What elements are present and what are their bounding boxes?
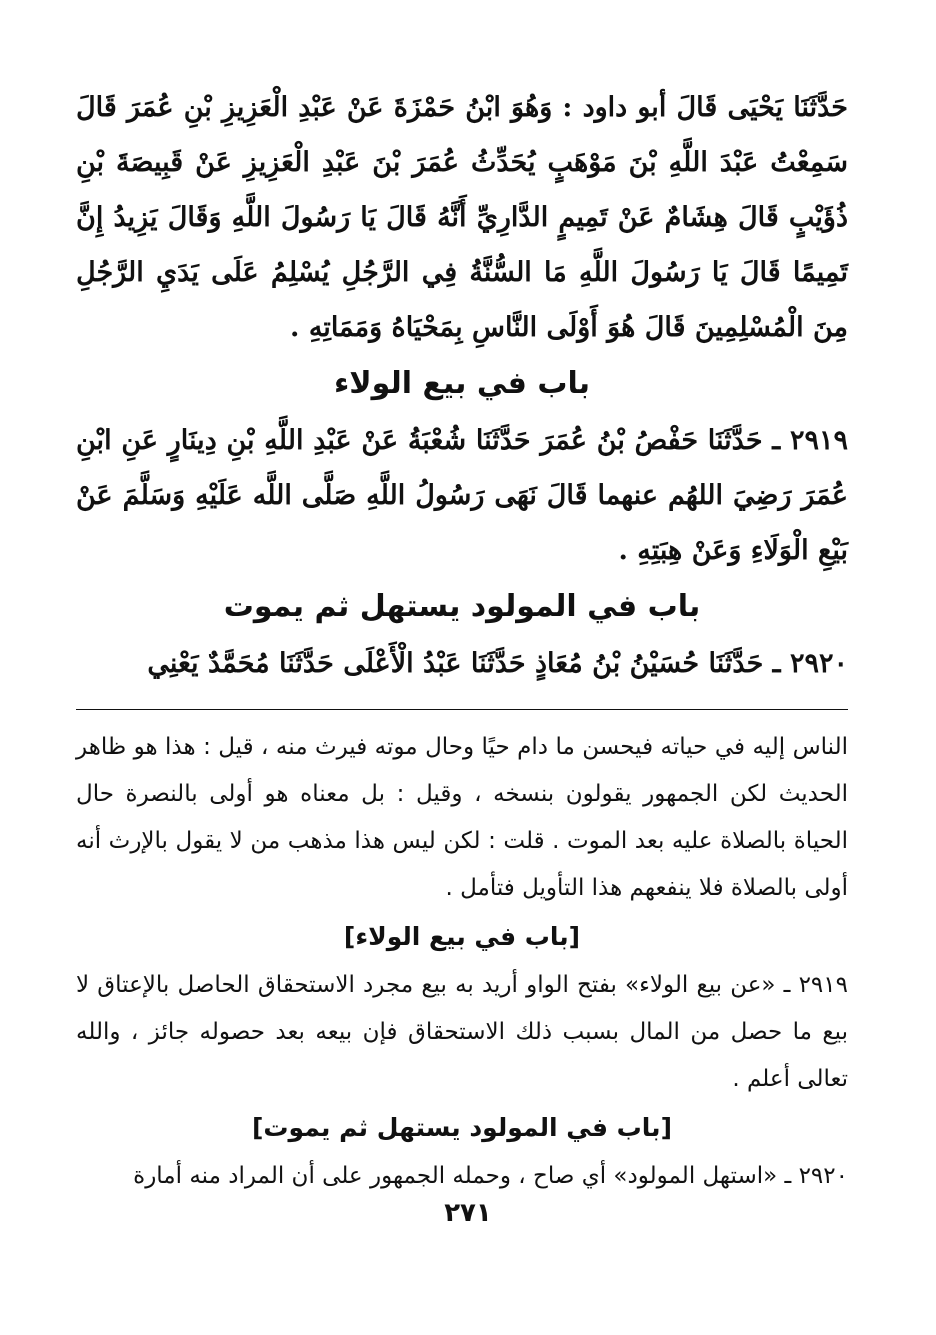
page-number: ٢٧١	[444, 1198, 492, 1228]
hadith-text-section	[76, 80, 848, 691]
commentary-paragraph: الناس إليه في حياته فيحسن ما دام حيًا وحال موته فيرث منه ، قيل : هذا هو ظاهر الحديث لكن الجمهور يقولون بنسخه ، وقيل : بل معناه هو أولى بالنصرة حال الحياة بالصلاة عليه بعد الموت . قلت : لكن ليس هذا مذهب من لا يقول بالإرث أنه أولى بالصلاة فلا ينفعهم هذا التأويل فتأمل .	[76, 734, 848, 901]
hadith-paragraph: حَدَّثَنَا يَحْيَى قَالَ أبو داود : وَهُوَ ابْنُ حَمْزَةَ عَنْ عَبْدِ الْعَزِيزِ بْنِ عُمَرَ قَالَ سَمِعْتُ عَبْدَ اللَّهِ بْنَ مَوْهَبٍ يُحَدِّثُ عُمَرَ بْنَ عَبْدِ الْعَزِيزِ عَنْ قَبِيصَةَ بْنِ ذُؤَيْبٍ قَالَ هِشَامٌ عَنْ تَمِيمٍ الدَّارِيِّ أَنَّهُ قَالَ يَا رَسُولَ اللَّهِ وَقَالَ يَزِيدُ إِنَّ تَمِيمًا قَالَ يَا رَسُولَ اللَّهِ مَا السُّنَّةُ فِي الرَّجُلِ يُسْلِمُ عَلَى يَدَيِ الرَّجُلِ مِنَ الْمُسْلِمِينَ قَالَ هُوَ أَوْلَى النَّاسِ بِمَحْيَاهُ وَمَمَاتِهِ .	[76, 92, 848, 343]
commentary-paragraph: ٢٩٢٠ ـ «استهل المولود» أي صاح ، وحمله الجمهور على أن المراد منه أمارة	[133, 1163, 848, 1189]
commentary-heading: [باب في بيع الولاء]	[343, 922, 581, 951]
commentary-paragraph: ٢٩١٩ ـ «عن بيع الولاء» بفتح الواو أريد به بيع مجرد الاستحقاق الحاصل بالإعتاق لا بيع ما حصل من المال بسبب ذلك الاستحقاق فإن بيعه بعد حصوله جائز ، والله تعالى أعلم .	[76, 972, 848, 1092]
chapter-heading: باب في بيع الولاء	[333, 366, 591, 401]
hadith-paragraph: ٢٩٢٠ ـ حَدَّثَنَا حُسَيْنُ بْنُ مُعَاذٍ حَدَّثَنَا عَبْدُ الْأَعْلَى حَدَّثَنَا مُحَمَّدٌ يَعْنِي	[147, 648, 848, 679]
hadith-paragraph: ٢٩١٩ ـ حَدَّثَنَا حَفْصُ بْنُ عُمَرَ حَدَّثَنَا شُعْبَةُ عَنْ عَبْدِ اللَّهِ بْنِ دِينَارٍ عَنِ ابْنِ عُمَرَ رَضِيَ اللهُم عنهما قَالَ نَهَى رَسُولُ اللَّهِ صَلَّى اللَّه عَلَيْهِ وَسَلَّمَ عَنْ بَيْعِ الْوَلَاءِ وَعَنْ هِبَتِهِ .	[76, 425, 848, 566]
chapter-heading: باب في المولود يستهل ثم يموت	[223, 589, 701, 624]
commentary-heading: [باب في المولود يستهل ثم يموت]	[252, 1113, 672, 1142]
footnote-divider	[76, 709, 848, 710]
commentary-section	[76, 724, 848, 1200]
